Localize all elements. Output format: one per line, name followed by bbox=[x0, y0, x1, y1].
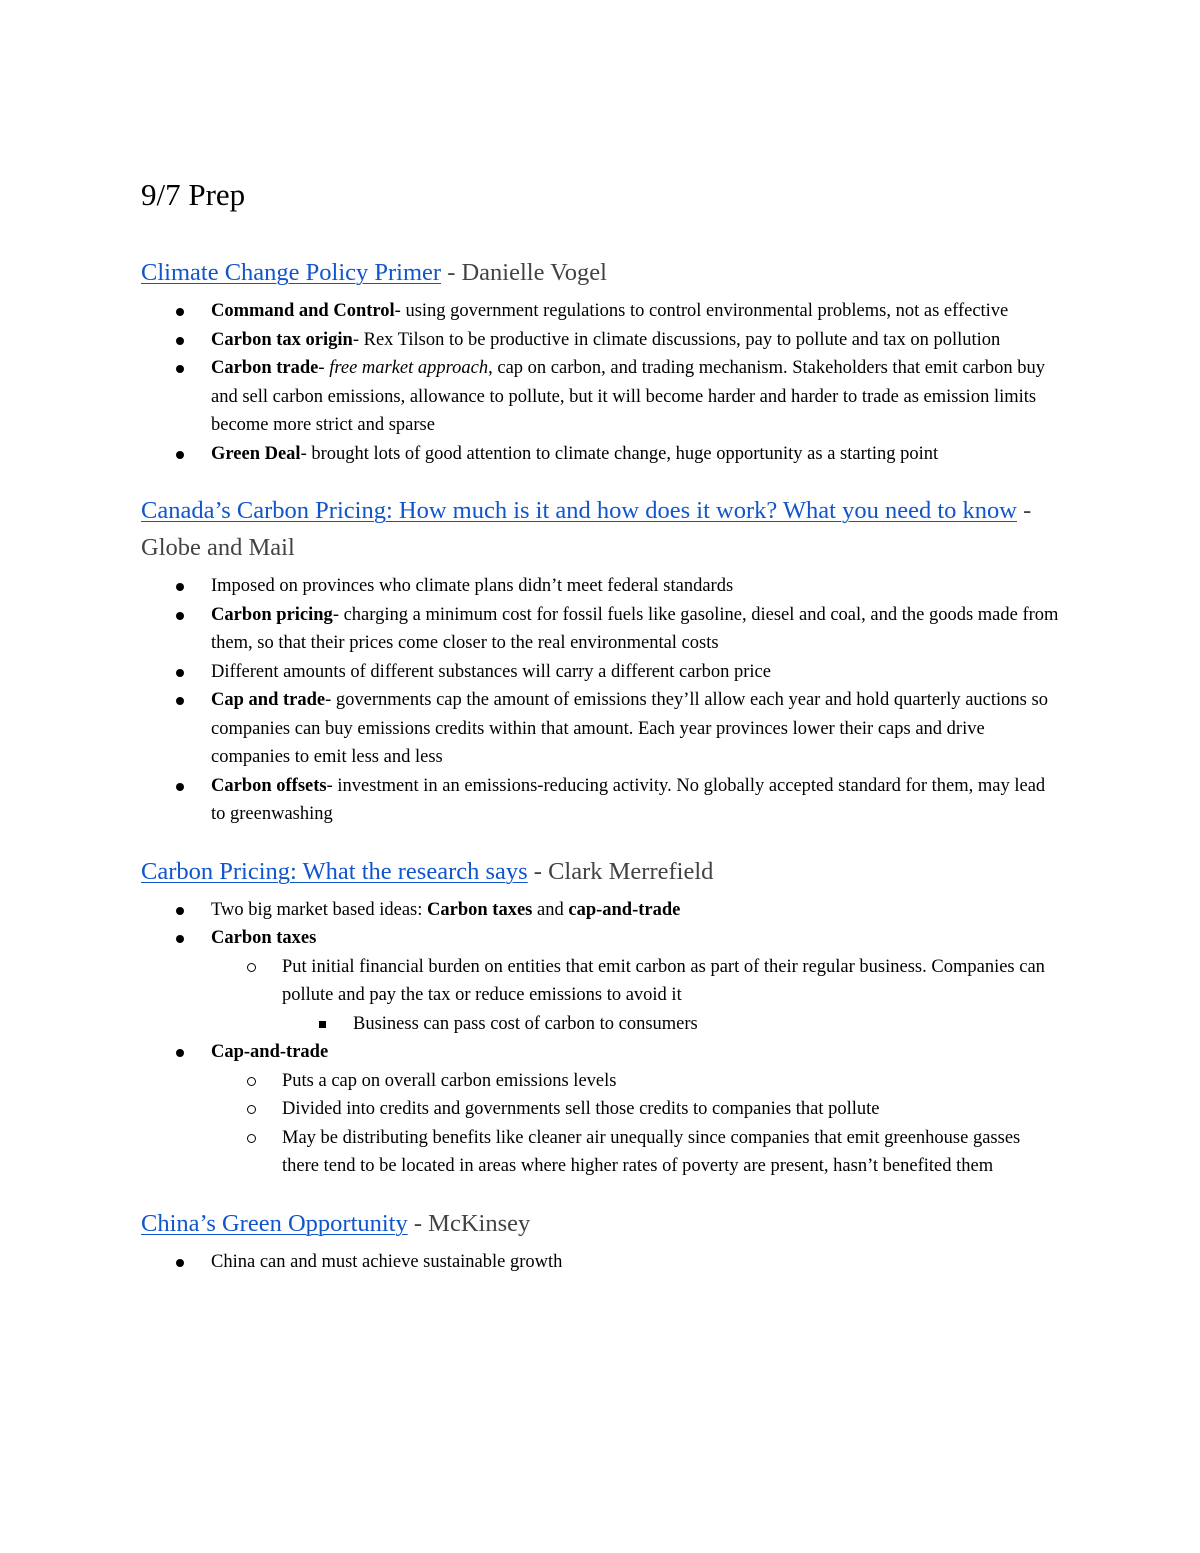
list-item bbox=[141, 772, 1061, 829]
text: Puts a cap on overall carbon emissions levels bbox=[282, 1070, 617, 1091]
document-content bbox=[141, 172, 1061, 1300]
bullet-disc-icon bbox=[176, 935, 184, 943]
bullet-disc-icon bbox=[176, 1259, 184, 1267]
bold-term: Carbon taxes bbox=[211, 928, 317, 948]
text: Two big market based ideas: bbox=[211, 899, 428, 920]
text: - Rex Tilson to be productive in climate discussions, pay to pollute and tax on pollution bbox=[352, 329, 1001, 350]
source-link[interactable]: China’s Green Opportunity bbox=[141, 1209, 408, 1237]
bullet-disc-icon bbox=[176, 907, 184, 915]
text: Divided into credits and governments sell those credits to companies that pollute bbox=[282, 1099, 880, 1119]
text: - using government regulations to control environmental problems, not as effective bbox=[394, 301, 1009, 321]
list-item bbox=[211, 953, 1061, 1039]
bullet-list-level-3 bbox=[282, 1010, 1061, 1039]
source-author: - Clark Merrefield bbox=[527, 857, 714, 885]
section bbox=[141, 853, 1061, 1181]
section bbox=[141, 1205, 1061, 1277]
bold-term: Green Deal bbox=[211, 443, 301, 464]
bullet-list-level-2 bbox=[211, 1067, 1061, 1181]
item-text bbox=[211, 900, 680, 920]
bold-term: Command and Control bbox=[211, 301, 395, 321]
bold-term: Carbon pricing bbox=[211, 604, 333, 625]
text: - governments cap the amount of emissions they’ll allow each year and hold quarterly auctions so companies can buy emissions credits within that amount. Each year provinces lower their caps and drive companies to emit less and less bbox=[211, 690, 1048, 767]
text: Put initial financial burden on entities that emit carbon as part of their regular business. Companies can pollute and pay the tax or reduce emissions to avoid it bbox=[282, 956, 1045, 1005]
italic-text: free market approach bbox=[329, 358, 489, 378]
item-text bbox=[282, 1071, 616, 1091]
source-link[interactable]: Climate Change Policy Primer bbox=[141, 259, 442, 286]
list-item bbox=[141, 354, 1061, 440]
list-item bbox=[141, 326, 1061, 355]
item-text bbox=[211, 776, 1045, 825]
bullet-disc-icon bbox=[176, 308, 184, 316]
item-text bbox=[353, 1014, 698, 1034]
section-heading bbox=[141, 853, 1061, 890]
text: - investment in an emissions-reducing activity. No globally accepted standard for them, may lead to greenwashing bbox=[211, 775, 1046, 824]
bullet-list-level-1 bbox=[141, 572, 1061, 829]
bullet-circle-icon bbox=[247, 963, 256, 972]
bullet-square-icon bbox=[319, 1021, 326, 1028]
section bbox=[141, 492, 1061, 829]
document-title: 9/7 Prep bbox=[141, 177, 246, 212]
list-item bbox=[211, 1124, 1061, 1181]
list-item bbox=[141, 924, 1061, 1038]
bullet-disc-icon bbox=[176, 337, 184, 345]
source-link[interactable]: Carbon Pricing: What the research says bbox=[141, 857, 528, 885]
item-text bbox=[211, 605, 1058, 654]
text: Imposed on provinces who climate plans didn’t meet federal standards bbox=[211, 576, 734, 596]
sections-container bbox=[141, 254, 1061, 1276]
bullet-list-level-1 bbox=[141, 896, 1061, 1181]
bold-term: cap-and-trade bbox=[568, 899, 681, 920]
bullet-disc-icon bbox=[176, 583, 184, 591]
bullet-disc-icon bbox=[176, 1049, 184, 1057]
bold-term: Cap and trade bbox=[211, 690, 326, 710]
item-text bbox=[211, 928, 316, 948]
text: China can and must achieve sustainable growth bbox=[211, 1251, 563, 1272]
bullet-disc-icon bbox=[176, 783, 184, 791]
bullet-disc-icon bbox=[176, 697, 184, 705]
bullet-circle-icon bbox=[247, 1105, 256, 1114]
list-item bbox=[141, 601, 1061, 658]
list-item bbox=[141, 1038, 1061, 1181]
item-text bbox=[282, 1128, 1020, 1177]
bullet-disc-icon bbox=[176, 669, 184, 677]
source-author: - McKinsey bbox=[407, 1209, 531, 1237]
item-text bbox=[211, 576, 733, 596]
item-text bbox=[282, 957, 1045, 1006]
list-item bbox=[141, 297, 1061, 326]
bold-term: Cap-and-trade bbox=[211, 1042, 329, 1062]
item-text bbox=[211, 1252, 562, 1272]
text: May be distributing benefits like cleaner air unequally since companies that emit greenhouse gasses there tend to be located in areas where higher rates of poverty are present, hasn’t benefited them bbox=[282, 1127, 1021, 1176]
item-text bbox=[211, 301, 1008, 321]
text: Different amounts of different substances will carry a different carbon price bbox=[211, 661, 771, 682]
bullet-circle-icon bbox=[247, 1134, 256, 1143]
bullet-list-level-1 bbox=[141, 1248, 1061, 1277]
list-item bbox=[141, 572, 1061, 601]
bold-term: Carbon offsets bbox=[211, 775, 327, 796]
section bbox=[141, 254, 1061, 468]
bullet-disc-icon bbox=[176, 451, 184, 459]
bold-term: Carbon taxes bbox=[427, 899, 533, 920]
text: and bbox=[532, 899, 569, 920]
bullet-list-level-2 bbox=[211, 953, 1061, 1039]
text: - bbox=[318, 358, 330, 378]
item-text bbox=[282, 1099, 880, 1119]
item-text bbox=[211, 1042, 328, 1062]
list-item bbox=[141, 896, 1061, 925]
section-heading bbox=[141, 1205, 1061, 1242]
list-item bbox=[282, 1010, 1061, 1039]
source-author: - Globe and Mail bbox=[141, 497, 1032, 561]
item-text bbox=[211, 358, 1045, 435]
text: , cap on carbon, and trading mechanism. Stakeholders that emit carbon buy and sell carbon emissions, allowance to pollute, but it will become harder and harder to trade as emission limits become more strict and sparse bbox=[211, 358, 1046, 435]
item-text bbox=[211, 330, 1000, 350]
text: - charging a minimum cost for fossil fuels like gasoline, diesel and coal, and the goods made from them, so that their prices come closer to the real environmental costs bbox=[211, 604, 1059, 653]
list-item bbox=[141, 686, 1061, 772]
text: - brought lots of good attention to climate change, huge opportunity as a starting point bbox=[300, 443, 939, 464]
bullet-disc-icon bbox=[176, 612, 184, 620]
item-text bbox=[211, 690, 1048, 767]
bold-term: Carbon tax origin bbox=[211, 329, 353, 350]
source-link[interactable]: Canada’s Carbon Pricing: How much is it and how does it work? What you need to know bbox=[141, 497, 1017, 524]
list-item bbox=[211, 1095, 1061, 1124]
bullet-circle-icon bbox=[247, 1077, 256, 1086]
item-text bbox=[211, 444, 938, 464]
text: Business can pass cost of carbon to consumers bbox=[353, 1013, 698, 1034]
list-item bbox=[141, 1248, 1061, 1277]
bold-term: Carbon trade bbox=[211, 358, 319, 378]
source-author: - Danielle Vogel bbox=[441, 259, 607, 286]
bullet-disc-icon bbox=[176, 365, 184, 373]
list-item bbox=[141, 658, 1061, 687]
list-item bbox=[211, 1067, 1061, 1096]
bullet-list-level-1 bbox=[141, 297, 1061, 468]
section-heading bbox=[141, 254, 1061, 291]
list-item bbox=[141, 440, 1061, 469]
item-text bbox=[211, 662, 771, 682]
section-heading bbox=[141, 492, 1061, 566]
